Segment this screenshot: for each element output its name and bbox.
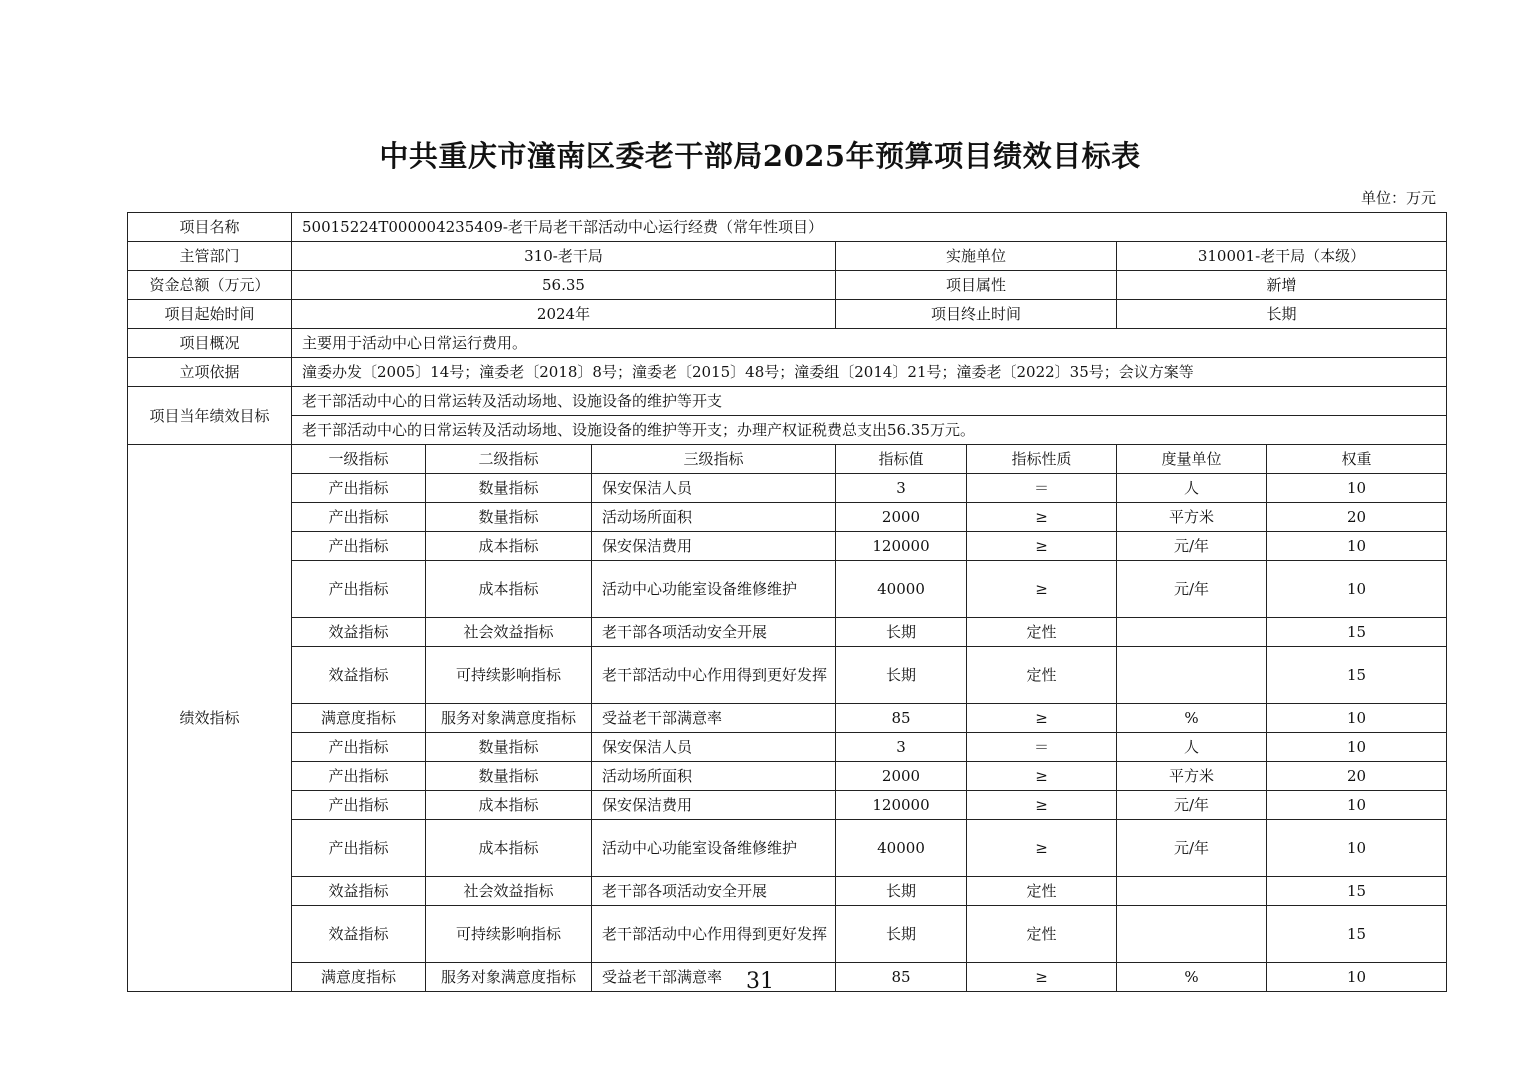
- nature-cell: ≥: [967, 561, 1117, 618]
- unit-cell: 元/年: [1117, 791, 1267, 820]
- weight-cell: 15: [1267, 906, 1447, 963]
- start-value: 2024年: [292, 300, 836, 329]
- level1-cell: 满意度指标: [292, 963, 426, 992]
- overview-label: 项目概况: [128, 329, 292, 358]
- level3-cell: 活动场所面积: [592, 503, 836, 532]
- unit-cell: [1117, 906, 1267, 963]
- basis-value: 潼委办发〔2005〕14号；潼委老〔2018〕8号；潼委老〔2015〕48号；潼委组〔2014〕21号；潼委老〔2022〕35号；会议方案等: [292, 358, 1447, 387]
- value-cell: 3: [836, 474, 967, 503]
- performance-table: [127, 212, 1447, 992]
- level1-cell: 产出指标: [292, 503, 426, 532]
- level1-cell: 产出指标: [292, 561, 426, 618]
- header-level1: 一级指标: [292, 445, 426, 474]
- weight-cell: 10: [1267, 791, 1447, 820]
- level2-cell: 数量指标: [426, 474, 592, 503]
- nature-cell: ≥: [967, 791, 1117, 820]
- level3-cell: 老干部各项活动安全开展: [592, 618, 836, 647]
- nature-cell: ≥: [967, 820, 1117, 877]
- nature-cell: ＝: [967, 733, 1117, 762]
- attr-value: 新增: [1117, 271, 1447, 300]
- level2-cell: 服务对象满意度指标: [426, 704, 592, 733]
- value-cell: 长期: [836, 618, 967, 647]
- end-label: 项目终止时间: [836, 300, 1117, 329]
- level2-cell: 社会效益指标: [426, 618, 592, 647]
- start-label: 项目起始时间: [128, 300, 292, 329]
- level3-cell: 活动中心功能室设备维修维护: [592, 820, 836, 877]
- unit-cell: 平方米: [1117, 762, 1267, 791]
- level1-cell: 产出指标: [292, 532, 426, 561]
- unit-cell: [1117, 647, 1267, 704]
- nature-cell: ≥: [967, 532, 1117, 561]
- nature-cell: 定性: [967, 906, 1117, 963]
- nature-cell: ≥: [967, 704, 1117, 733]
- indicator-row: [128, 733, 1447, 762]
- level3-cell: 保安保洁人员: [592, 733, 836, 762]
- weight-cell: 15: [1267, 877, 1447, 906]
- level3-cell: 保安保洁费用: [592, 532, 836, 561]
- value-cell: 3: [836, 733, 967, 762]
- level3-cell: 老干部活动中心作用得到更好发挥: [592, 906, 836, 963]
- level2-cell: 数量指标: [426, 762, 592, 791]
- basis-label: 立项依据: [128, 358, 292, 387]
- header-value: 指标值: [836, 445, 967, 474]
- overview-value: 主要用于活动中心日常运行费用。: [292, 329, 1447, 358]
- value-cell: 长期: [836, 877, 967, 906]
- impl-value: 310001-老干局（本级）: [1117, 242, 1447, 271]
- header-unit: 度量单位: [1117, 445, 1267, 474]
- level3-cell: 保安保洁费用: [592, 791, 836, 820]
- indicator-row: [128, 704, 1447, 733]
- document-title: 中共重庆市潼南区委老干部局2025年预算项目绩效目标表: [379, 139, 1141, 173]
- project-name-value: 50015224T000004235409-老干局老干部活动中心运行经费（常年性项目）: [292, 213, 1447, 242]
- level2-cell: 数量指标: [426, 733, 592, 762]
- page-number: 31: [746, 969, 774, 994]
- level3-cell: 受益老干部满意率: [592, 963, 836, 992]
- nature-cell: 定性: [967, 618, 1117, 647]
- level1-cell: 产出指标: [292, 762, 426, 791]
- indicator-row: [128, 791, 1447, 820]
- level3-cell: 保安保洁人员: [592, 474, 836, 503]
- weight-cell: 10: [1267, 532, 1447, 561]
- row-basis: [128, 358, 1447, 387]
- row-department: [128, 242, 1447, 271]
- level2-cell: 成本指标: [426, 532, 592, 561]
- row-project-name: [128, 213, 1447, 242]
- dept-label: 主管部门: [128, 242, 292, 271]
- value-cell: 120000: [836, 791, 967, 820]
- goal-line-2: 老干部活动中心的日常运转及活动场地、设施设备的维护等开支；办理产权证税费总支出56.35万元。: [292, 416, 1447, 445]
- weight-cell: 10: [1267, 820, 1447, 877]
- indicators-section-label: 绩效指标: [128, 445, 292, 992]
- level1-cell: 产出指标: [292, 791, 426, 820]
- weight-cell: 10: [1267, 733, 1447, 762]
- indicator-row: [128, 561, 1447, 618]
- level1-cell: 效益指标: [292, 647, 426, 704]
- level1-cell: 产出指标: [292, 474, 426, 503]
- impl-label: 实施单位: [836, 242, 1117, 271]
- level2-cell: 成本指标: [426, 561, 592, 618]
- row-goal-2: [128, 416, 1447, 445]
- weight-cell: 20: [1267, 503, 1447, 532]
- level3-cell: 老干部各项活动安全开展: [592, 877, 836, 906]
- nature-cell: ＝: [967, 474, 1117, 503]
- level1-cell: 产出指标: [292, 733, 426, 762]
- header-nature: 指标性质: [967, 445, 1117, 474]
- goal-label: 项目当年绩效目标: [128, 387, 292, 445]
- value-cell: 85: [836, 963, 967, 992]
- indicator-header-row: [128, 445, 1447, 474]
- row-goal-1: [128, 387, 1447, 416]
- level3-cell: 老干部活动中心作用得到更好发挥: [592, 647, 836, 704]
- level2-cell: 可持续影响指标: [426, 906, 592, 963]
- weight-cell: 10: [1267, 561, 1447, 618]
- weight-cell: 20: [1267, 762, 1447, 791]
- level3-cell: 受益老干部满意率: [592, 704, 836, 733]
- unit-cell: 元/年: [1117, 561, 1267, 618]
- weight-cell: 10: [1267, 704, 1447, 733]
- amount-label: 资金总额（万元）: [128, 271, 292, 300]
- end-value: 长期: [1117, 300, 1447, 329]
- nature-cell: 定性: [967, 647, 1117, 704]
- nature-cell: ≥: [967, 963, 1117, 992]
- header-level2: 二级指标: [426, 445, 592, 474]
- level2-cell: 数量指标: [426, 503, 592, 532]
- value-cell: 2000: [836, 503, 967, 532]
- nature-cell: ≥: [967, 503, 1117, 532]
- nature-cell: ≥: [967, 762, 1117, 791]
- level2-cell: 社会效益指标: [426, 877, 592, 906]
- unit-cell: 元/年: [1117, 532, 1267, 561]
- level2-cell: 成本指标: [426, 820, 592, 877]
- indicator-row: [128, 474, 1447, 503]
- indicator-row: [128, 647, 1447, 704]
- unit-cell: %: [1117, 704, 1267, 733]
- level1-cell: 效益指标: [292, 906, 426, 963]
- indicator-row: [128, 820, 1447, 877]
- amount-value: 56.35: [292, 271, 836, 300]
- unit-cell: [1117, 877, 1267, 906]
- header-weight: 权重: [1267, 445, 1447, 474]
- row-overview: [128, 329, 1447, 358]
- goal-line-1: 老干部活动中心的日常运转及活动场地、设施设备的维护等开支: [292, 387, 1447, 416]
- indicator-row: [128, 532, 1447, 561]
- project-name-label: 项目名称: [128, 213, 292, 242]
- unit-cell: 人: [1117, 474, 1267, 503]
- level1-cell: 满意度指标: [292, 704, 426, 733]
- level1-cell: 效益指标: [292, 877, 426, 906]
- indicator-row: [128, 503, 1447, 532]
- value-cell: 长期: [836, 906, 967, 963]
- level3-cell: 活动中心功能室设备维修维护: [592, 561, 836, 618]
- unit-cell: 元/年: [1117, 820, 1267, 877]
- value-cell: 2000: [836, 762, 967, 791]
- weight-cell: 15: [1267, 618, 1447, 647]
- level2-cell: 可持续影响指标: [426, 647, 592, 704]
- value-cell: 长期: [836, 647, 967, 704]
- level1-cell: 效益指标: [292, 618, 426, 647]
- level3-cell: 活动场所面积: [592, 762, 836, 791]
- attr-label: 项目属性: [836, 271, 1117, 300]
- header-level3: 三级指标: [592, 445, 836, 474]
- unit-cell: [1117, 618, 1267, 647]
- indicator-row: [128, 906, 1447, 963]
- weight-cell: 10: [1267, 474, 1447, 503]
- dept-value: 310-老干局: [292, 242, 836, 271]
- unit-label: 单位：万元: [1360, 189, 1436, 207]
- indicator-row: [128, 618, 1447, 647]
- unit-cell: 平方米: [1117, 503, 1267, 532]
- unit-cell: %: [1117, 963, 1267, 992]
- value-cell: 40000: [836, 820, 967, 877]
- level1-cell: 产出指标: [292, 820, 426, 877]
- value-cell: 120000: [836, 532, 967, 561]
- nature-cell: 定性: [967, 877, 1117, 906]
- row-time: [128, 300, 1447, 329]
- weight-cell: 10: [1267, 963, 1447, 992]
- value-cell: 85: [836, 704, 967, 733]
- value-cell: 40000: [836, 561, 967, 618]
- unit-cell: 人: [1117, 733, 1267, 762]
- weight-cell: 15: [1267, 647, 1447, 704]
- indicator-row: [128, 877, 1447, 906]
- indicator-row: [128, 762, 1447, 791]
- level2-cell: 服务对象满意度指标: [426, 963, 592, 992]
- level2-cell: 成本指标: [426, 791, 592, 820]
- row-amount: [128, 271, 1447, 300]
